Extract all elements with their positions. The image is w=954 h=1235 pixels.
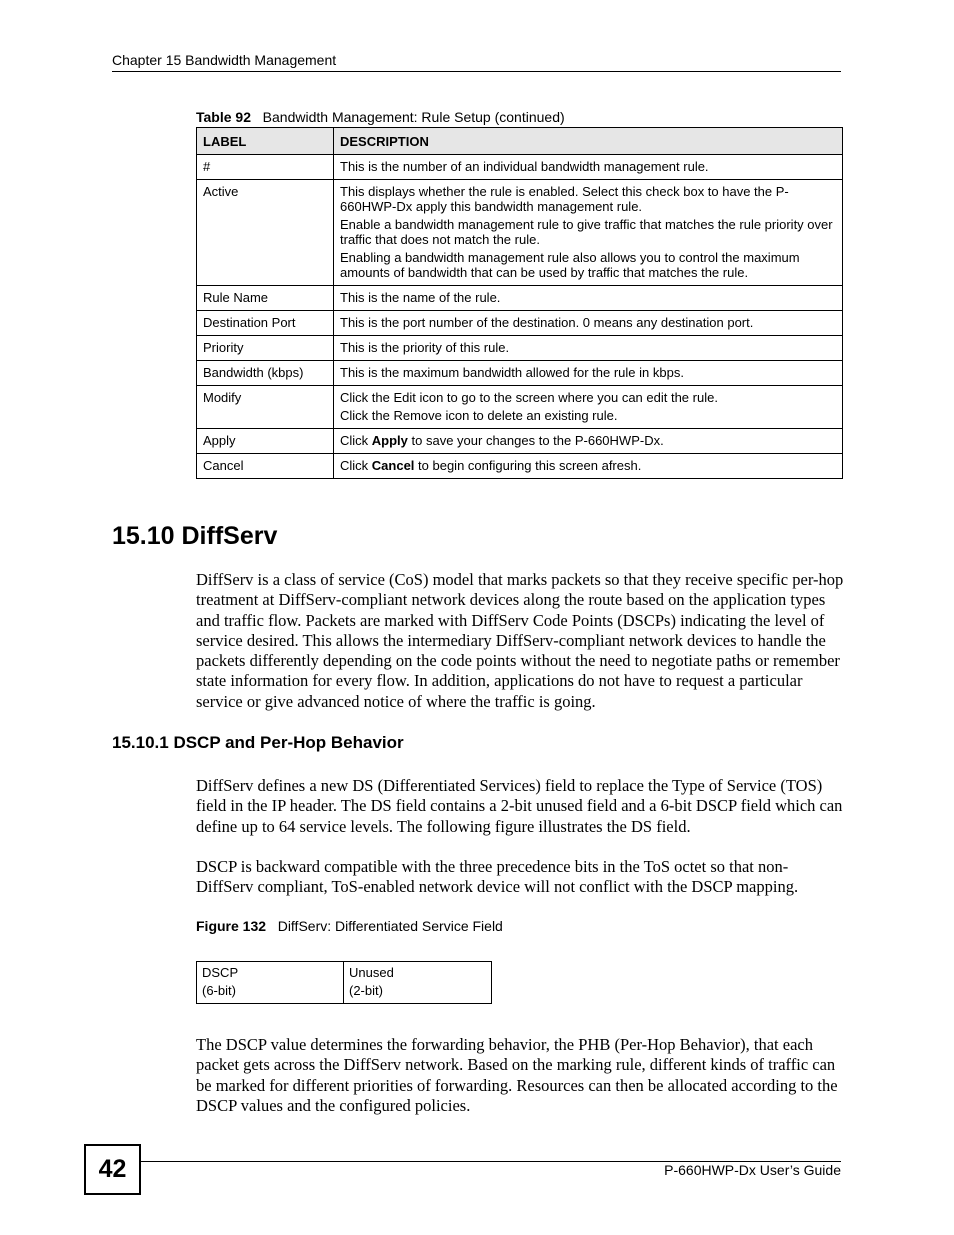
table-header-row	[197, 128, 843, 155]
row-label: #	[197, 155, 334, 180]
description-text: This is the priority of this rule.	[340, 340, 510, 355]
description-text: Enable a bandwidth management rule to give traffic that matches the rule priority over traffic that does not match the rule.	[340, 217, 833, 247]
row-label: Destination Port	[197, 311, 334, 336]
field-name: DSCP	[202, 965, 239, 980]
subsection-title: 15.10.1 DSCP and Per-Hop Behavior	[112, 733, 404, 752]
ds-field-diagram	[196, 961, 492, 1004]
cancel-keyword: Cancel	[371, 458, 415, 473]
row-label: Active	[197, 180, 334, 286]
section-title: 15.10 DiffServ	[112, 522, 278, 550]
description-text	[340, 433, 836, 448]
figure-caption-label: Figure 132	[196, 918, 267, 934]
diffserv-intro-paragraph: DiffServ is a class of service (CoS) model that marks packets so that they receive specific per-hop treatment at DiffServ-compliant network devices along the route based on the application types and traffic flow. Packets are marked with DiffServ Code Points (DSCPs) indicating the level of service desired. This allows the intermediary DiffServ-compliant network devices to handle the packets differently depending on the code points without the need to negotiate paths or remember state information for every flow. In addition, applications do not have to request a particular service or give advanced notice of where the traffic is going.	[196, 570, 844, 711]
row-description	[334, 336, 843, 361]
description-text: Click the Remove icon to delete an existing rule.	[340, 408, 618, 423]
row-description	[334, 180, 843, 286]
chapter-header: Chapter 15 Bandwidth Management	[112, 52, 337, 68]
column-header-label: LABEL	[197, 128, 334, 155]
guide-title: P-660HWP-Dx User’s Guide	[664, 1162, 841, 1178]
row-description	[334, 155, 843, 180]
table-caption-text: Bandwidth Management: Rule Setup (continued)	[262, 109, 565, 125]
description-text	[340, 458, 836, 473]
table-row	[197, 180, 843, 286]
row-label: Apply	[197, 429, 334, 454]
dscp-field-cell	[197, 962, 344, 1003]
field-size: (6-bit)	[202, 983, 236, 998]
page-number: 42	[84, 1144, 141, 1195]
table-row	[197, 429, 843, 454]
table-row	[197, 286, 843, 311]
table-row	[197, 386, 843, 429]
row-description	[334, 311, 843, 336]
header-divider	[112, 71, 841, 72]
row-description	[334, 454, 843, 479]
table-row	[197, 311, 843, 336]
column-header-description: DESCRIPTION	[334, 128, 843, 155]
table-row	[197, 336, 843, 361]
table-row	[197, 454, 843, 479]
dscp-compat-paragraph: DSCP is backward compatible with the three precedence bits in the ToS octet so that non-DiffServ compliant, ToS-enabled network device will not conflict with the DSCP mapping.	[196, 857, 799, 897]
row-label: Bandwidth (kbps)	[197, 361, 334, 386]
field-name: Unused	[349, 965, 394, 980]
unused-field-cell	[344, 962, 491, 1003]
description-text: This is the name of the rule.	[340, 290, 501, 305]
table-row	[197, 361, 843, 386]
field-size: (2-bit)	[349, 983, 383, 998]
row-label: Rule Name	[197, 286, 334, 311]
apply-keyword: Apply	[371, 433, 408, 448]
table-row	[197, 155, 843, 180]
description-text: Click the Edit icon to go to the screen where you can edit the rule.	[340, 390, 718, 405]
description-text: This is the number of an individual bandwidth management rule.	[340, 159, 709, 174]
ds-field-paragraph: DiffServ defines a new DS (Differentiated Services) field to replace the Type of Service (TOS) field in the IP header. The DS field contains a 2-bit unused field and a 6-bit DSCP field which can define up to 64 service levels. The following figure illustrates the DS field.	[196, 776, 843, 836]
row-description	[334, 286, 843, 311]
row-label: Priority	[197, 336, 334, 361]
figure-caption-text: DiffServ: Differentiated Service Field	[277, 918, 503, 934]
table-caption	[196, 109, 565, 125]
row-label: Cancel	[197, 454, 334, 479]
row-description	[334, 386, 843, 429]
row-description	[334, 361, 843, 386]
description-text: This is the maximum bandwidth allowed for the rule in kbps.	[340, 365, 684, 380]
row-description	[334, 429, 843, 454]
description-text-pre: Click	[340, 458, 372, 473]
dscp-phb-paragraph: The DSCP value determines the forwarding behavior, the PHB (Per-Hop Behavior), that each packet gets across the DiffServ network. Based on the marking rule, different kinds of traffic can be marked for different priorities of forwarding. Resources can then be allocated according to the DSCP values and the configured policies.	[196, 1035, 838, 1115]
description-text: This displays whether the rule is enabled. Select this check box to have the P-660HWP-Dx apply this bandwidth management rule.	[340, 184, 789, 214]
description-text: Enabling a bandwidth management rule also allows you to control the maximum amounts of bandwidth that can be used by traffic that matches the rule.	[340, 250, 800, 280]
description-text-post: to begin configuring this screen afresh.	[414, 458, 642, 473]
figure-caption	[196, 918, 503, 934]
row-label: Modify	[197, 386, 334, 429]
description-text: This is the port number of the destination. 0 means any destination port.	[340, 315, 754, 330]
description-text-pre: Click	[340, 433, 372, 448]
rule-setup-table	[196, 127, 843, 479]
description-text-post: to save your changes to the P-660HWP-Dx.	[407, 433, 664, 448]
table-caption-label: Table 92	[196, 109, 251, 125]
